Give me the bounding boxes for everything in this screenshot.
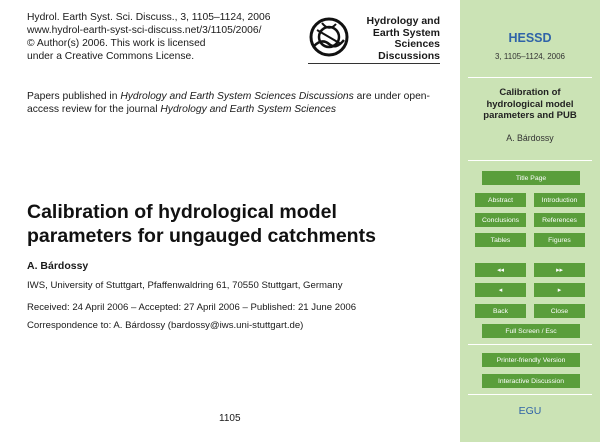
conclusions-button[interactable]: Conclusions xyxy=(475,213,526,227)
logo-line: Discussions xyxy=(378,49,440,62)
full-screen-button[interactable]: Full Screen / Esc xyxy=(482,324,580,338)
sidebar-divider xyxy=(468,394,592,395)
sidebar xyxy=(460,0,600,442)
last-page-icon: ▸▸ xyxy=(556,267,563,274)
first-page-icon: ◂◂ xyxy=(497,267,504,274)
sidebar-title-line: Calibration of xyxy=(499,87,561,98)
sidebar-divider xyxy=(468,344,592,345)
citation-line: under a Creative Commons License. xyxy=(27,51,195,62)
citation-url[interactable]: www.hydrol-earth-syst-sci-discuss.net/3/1105/2006/ xyxy=(27,25,262,36)
introduction-button[interactable]: Introduction xyxy=(534,193,585,207)
title-line: Calibration of hydrological model xyxy=(27,201,337,223)
notice-journal-discussions: Hydrology and Earth System Sciences Discussions xyxy=(120,91,354,102)
journal-logo xyxy=(308,16,440,68)
figures-button[interactable]: Figures xyxy=(534,233,585,247)
sidebar-title-line: hydrological model xyxy=(486,98,574,110)
sidebar-title-line: parameters and PUB xyxy=(483,110,577,121)
citation-block xyxy=(27,11,270,63)
interactive-discussion-button[interactable]: Interactive Discussion xyxy=(482,374,580,388)
close-button[interactable]: Close xyxy=(534,304,585,318)
paper-author: A. Bárdossy xyxy=(27,260,89,272)
sidebar-journal-name: HESSD xyxy=(508,31,552,45)
logo-line: Sciences xyxy=(394,38,440,50)
logo-line: Earth System xyxy=(372,26,440,39)
citation-line: © Author(s) 2006. This work is licensed xyxy=(27,38,206,49)
sidebar-paper-title xyxy=(460,87,600,122)
title-line: parameters for ungauged catchments xyxy=(27,225,376,247)
correspondence: Correspondence to: A. Bárdossy (bardossy@iws.uni-stuttgart.de) xyxy=(27,320,304,331)
tables-button[interactable]: Tables xyxy=(475,233,526,247)
sidebar-divider xyxy=(468,77,592,78)
publication-dates: Received: 24 April 2006 – Accepted: 27 April 2006 – Published: 21 June 2006 xyxy=(27,302,357,313)
next-page-button[interactable] xyxy=(534,283,585,297)
page-number: 1105 xyxy=(219,413,241,424)
title-page-button[interactable]: Title Page xyxy=(482,171,580,185)
paper-title xyxy=(27,200,447,248)
notice-journal: Hydrology and Earth System Sciences xyxy=(160,104,337,115)
next-icon: ▸ xyxy=(557,287,562,294)
notice-text: are under open-access review for the journal xyxy=(27,91,430,115)
previous-page-button[interactable] xyxy=(475,283,526,297)
abstract-button[interactable]: Abstract xyxy=(475,193,526,207)
previous-icon: ◂ xyxy=(498,287,503,294)
references-button[interactable]: References xyxy=(534,213,585,227)
review-notice xyxy=(27,90,437,116)
sidebar-citation: 3, 1105–1124, 2006 xyxy=(495,52,565,61)
sidebar-divider xyxy=(468,160,592,161)
back-button[interactable]: Back xyxy=(475,304,526,318)
logo-line: Hydrology and xyxy=(366,15,440,27)
citation-line: Hydrol. Earth Syst. Sci. Discuss., 3, 1105–1124, 2006 xyxy=(27,12,271,23)
logo-wordmark xyxy=(366,16,440,62)
sidebar-author: A. Bárdossy xyxy=(506,133,554,143)
logo-underline xyxy=(308,63,440,64)
affiliation: IWS, University of Stuttgart, Pfaffenwaldring 61, 70550 Stuttgart, Germany xyxy=(27,280,343,291)
last-page-button[interactable] xyxy=(534,263,585,277)
egu-label: EGU xyxy=(518,405,542,417)
printer-friendly-button[interactable]: Printer-friendly Version xyxy=(482,353,580,367)
hessd-logo-icon xyxy=(308,16,352,60)
notice-text: Papers published in xyxy=(27,91,121,102)
first-page-button[interactable] xyxy=(475,263,526,277)
